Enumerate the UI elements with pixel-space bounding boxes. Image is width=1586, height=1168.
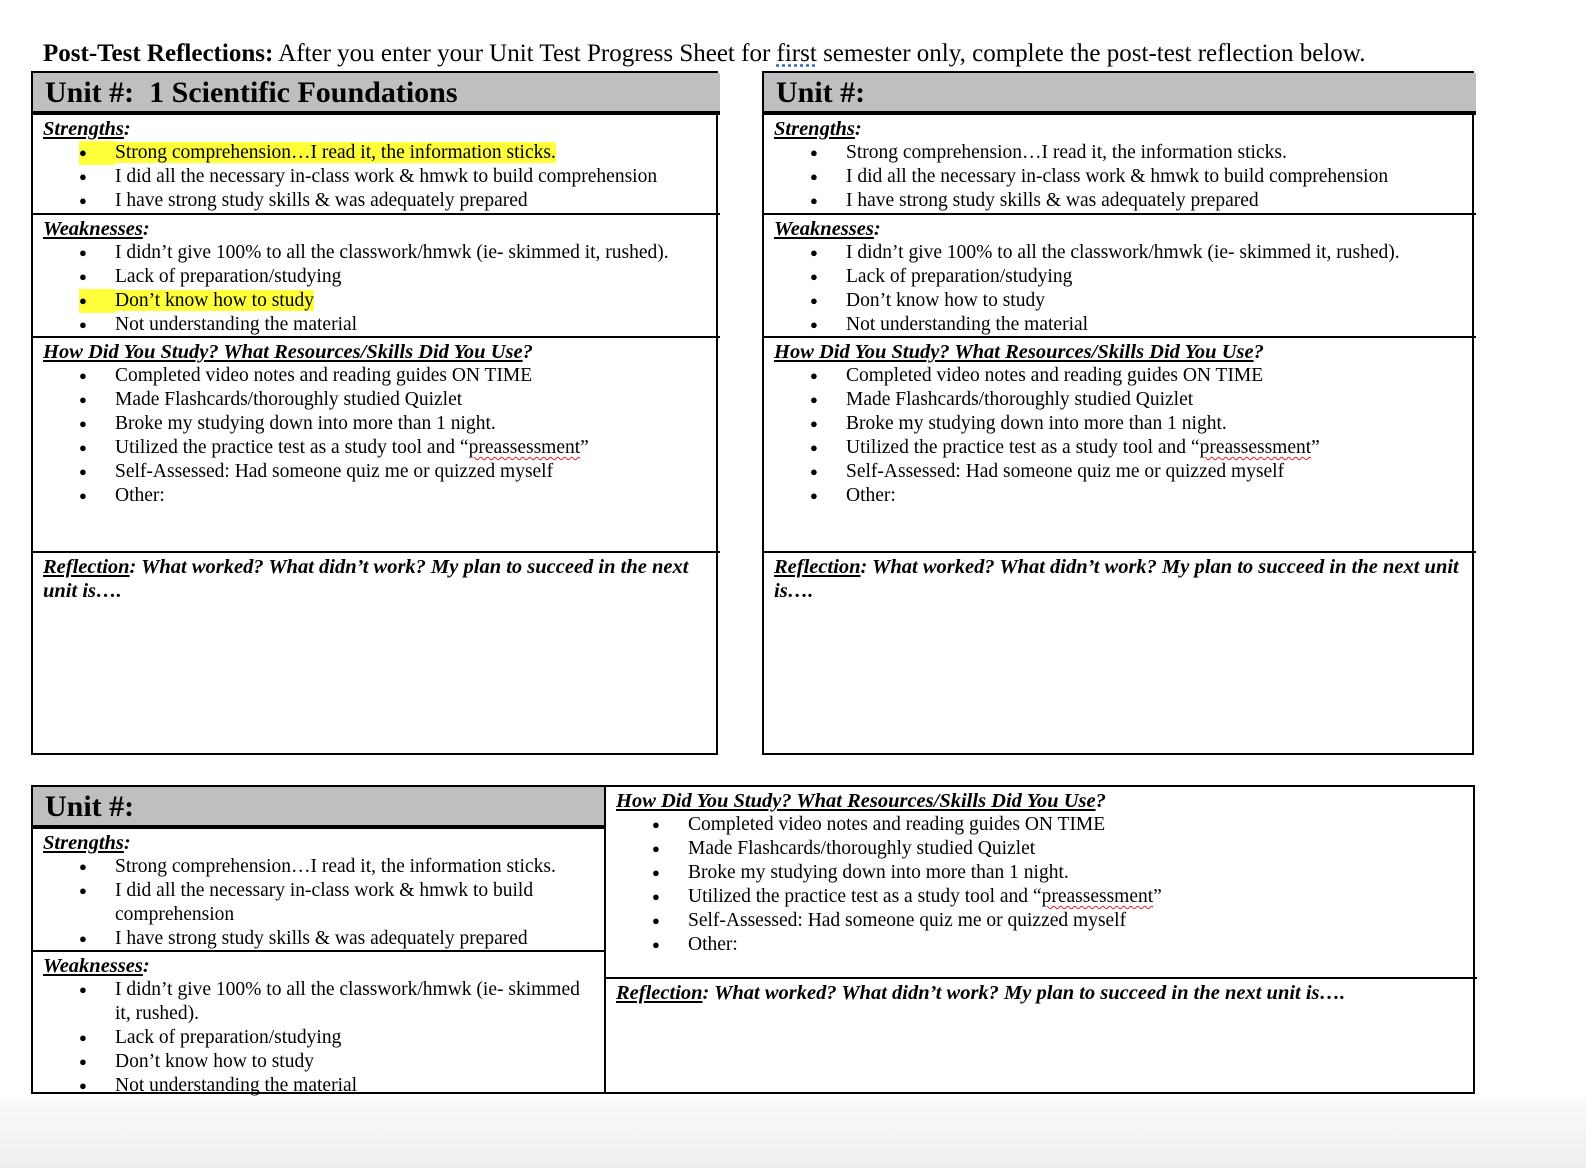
reflection-label-rest: : What worked? What didn’t work? My plan to succeed in the next unit is…. — [702, 982, 1346, 1004]
bullet-icon: ● — [79, 245, 87, 260]
list-item-text: Not understanding the material — [115, 314, 358, 335]
list-item[interactable] — [774, 436, 1462, 460]
list-item-text: I did all the necessary in-class work & hmwk to build comprehension — [115, 166, 658, 187]
list-item-text: I didn’t give 100% to all the classwork/hmwk (ie- skimmed it, rushed). — [115, 242, 669, 263]
list-item[interactable] — [43, 141, 706, 165]
bullet-icon: ● — [652, 913, 660, 928]
list-item[interactable] — [43, 265, 706, 289]
list-item[interactable] — [774, 265, 1462, 289]
bullet-icon: ● — [79, 1054, 87, 1069]
how-section — [606, 787, 1477, 977]
list-item-text: Strong comprehension…I read it, the information sticks. — [115, 856, 556, 877]
bullet-icon: ● — [79, 859, 87, 874]
reflection-section — [33, 551, 720, 757]
how-label — [616, 789, 1463, 813]
bullet-icon: ● — [652, 937, 660, 952]
list-item-text: Lack of preparation/studying — [115, 1027, 342, 1048]
list-item-text: Broke my studying down into more than 1 night. — [846, 413, 1227, 434]
weaknesses-section — [764, 213, 1476, 336]
bullet-icon: ● — [79, 488, 87, 503]
how-list — [43, 364, 706, 508]
list-item-text: Don’t know how to study — [115, 290, 314, 311]
reflection-section — [764, 551, 1476, 757]
page-bottom-background — [0, 1100, 1586, 1168]
bullet-icon: ● — [79, 464, 87, 479]
strengths-label — [774, 117, 1462, 141]
list-item[interactable] — [774, 412, 1462, 436]
bullet-icon: ● — [810, 440, 818, 455]
list-item-text: Other: — [115, 485, 165, 506]
strengths-label-rest: : — [123, 832, 131, 854]
bullet-icon: ● — [810, 293, 818, 308]
bullet-icon: ● — [79, 289, 115, 313]
list-item[interactable] — [43, 412, 706, 436]
bullet-icon: ● — [810, 145, 818, 160]
list-item[interactable] — [774, 484, 1462, 508]
unit-card-column — [604, 787, 1477, 1092]
list-item[interactable] — [774, 364, 1462, 388]
unit-card-column — [764, 73, 1476, 753]
list-item-text: I have strong study skills & was adequately prepared — [846, 190, 1259, 211]
list-item[interactable] — [43, 388, 706, 412]
list-item[interactable] — [43, 189, 706, 213]
list-item-text: Strong comprehension…I read it, the information sticks. — [115, 142, 556, 163]
bullet-icon: ● — [810, 392, 818, 407]
how-label-underlined: How Did You Study? What Resources/Skills Did You Use — [774, 341, 1254, 363]
list-item-text: Made Flashcards/thoroughly studied Quizlet — [115, 389, 463, 410]
list-item-text: I didn’t give 100% to all the classwork/hmwk (ie- skimmed it, rushed). — [846, 242, 1400, 263]
weaknesses-label-rest: : — [873, 218, 881, 240]
weaknesses-section — [33, 950, 604, 1096]
reflection-label-underlined: Reflection — [43, 556, 130, 578]
list-item[interactable] — [43, 436, 706, 460]
bullet-icon: ● — [810, 193, 818, 208]
bullet-icon: ● — [79, 982, 87, 997]
list-item[interactable] — [616, 837, 1463, 861]
reflection-section — [606, 977, 1477, 1096]
intro-title: Post-Test Reflections: — [43, 40, 274, 67]
list-item-text: Not understanding the material — [846, 314, 1089, 335]
how-label-underlined: How Did You Study? What Resources/Skills Did You Use — [43, 341, 523, 363]
list-item[interactable] — [43, 927, 590, 951]
list-item[interactable] — [616, 861, 1463, 885]
list-item-text: Strong comprehension…I read it, the information sticks. — [846, 142, 1287, 163]
reflection-label-underlined: Reflection — [774, 556, 861, 578]
unit-card-1 — [31, 71, 718, 755]
list-item[interactable] — [774, 189, 1462, 213]
list-item[interactable] — [43, 313, 706, 337]
bullet-icon: ● — [79, 392, 87, 407]
list-item[interactable] — [774, 289, 1462, 313]
bullet-icon: ● — [652, 841, 660, 856]
list-item-text: Not understanding the material — [115, 1075, 358, 1096]
reflection-label — [616, 981, 1463, 1005]
spelling-flagged-word: preassessment — [1199, 437, 1312, 458]
list-item[interactable] — [774, 165, 1462, 189]
reflection-label — [43, 555, 706, 603]
list-item[interactable] — [774, 241, 1462, 265]
list-item-text: Don’t know how to study — [115, 1051, 314, 1072]
unit-card-column — [33, 787, 604, 1096]
list-item-text: Other: — [846, 485, 896, 506]
intro-instructions — [43, 40, 1365, 68]
bullet-icon: ● — [79, 1030, 87, 1045]
list-item[interactable] — [774, 460, 1462, 484]
list-item[interactable] — [43, 978, 590, 1026]
how-label — [774, 340, 1462, 364]
strengths-list — [43, 855, 590, 951]
unit-card-column — [33, 73, 720, 753]
list-item[interactable] — [774, 141, 1462, 165]
unit-card-2 — [762, 71, 1474, 755]
bullet-icon: ● — [810, 317, 818, 332]
strengths-label-underlined: Strengths — [43, 118, 124, 140]
list-item[interactable] — [43, 165, 706, 189]
unit-title[interactable]: Unit #: — [764, 73, 1476, 113]
list-item-text: Utilized the practice test as a study tool and “preassessment” — [115, 437, 589, 458]
strengths-label-underlined: Strengths — [774, 118, 855, 140]
strengths-section — [33, 113, 720, 213]
strengths-list — [43, 141, 706, 213]
weaknesses-list — [43, 978, 590, 1098]
bullet-icon: ● — [652, 817, 660, 832]
strengths-list — [774, 141, 1462, 213]
list-item-text: Utilized the practice test as a study tool and “preassessment” — [846, 437, 1320, 458]
how-label-underlined: How Did You Study? What Resources/Skills Did You Use — [616, 790, 1096, 812]
reflection-label-rest: : What worked? What didn’t work? My plan to succeed in the next unit is…. — [43, 556, 689, 602]
weaknesses-label-underlined: Weaknesses — [43, 218, 143, 240]
weaknesses-label — [43, 954, 590, 978]
how-section — [33, 336, 720, 551]
unit-card-3 — [31, 785, 1475, 1094]
strengths-label-underlined: Strengths — [43, 832, 124, 854]
bullet-icon: ● — [79, 440, 87, 455]
list-item[interactable] — [43, 484, 706, 508]
list-item[interactable] — [616, 885, 1463, 909]
list-item[interactable] — [43, 1074, 590, 1098]
list-item[interactable] — [43, 241, 706, 265]
how-label-rest: ? — [522, 341, 533, 363]
list-item[interactable] — [774, 388, 1462, 412]
bullet-icon: ● — [79, 368, 87, 383]
strengths-label — [43, 117, 706, 141]
intro-text-2: semester only, complete the post-test reflection below. — [816, 40, 1366, 67]
reflection-label-rest: : What worked? What didn’t work? My plan to succeed in the next unit is…. — [774, 556, 1459, 602]
strengths-label-rest: : — [854, 118, 862, 140]
list-item[interactable] — [616, 933, 1463, 957]
bullet-icon: ● — [79, 317, 87, 332]
list-item[interactable] — [616, 909, 1463, 933]
list-item-text: Self-Assessed: Had someone quiz me or quizzed myself — [688, 910, 1127, 931]
list-item-text: Broke my studying down into more than 1 night. — [115, 413, 496, 434]
list-item[interactable] — [43, 855, 590, 879]
bullet-icon: ● — [79, 1078, 87, 1093]
how-section — [764, 336, 1476, 551]
list-item-text: I did all the necessary in-class work & hmwk to build comprehension — [846, 166, 1389, 187]
bullet-icon: ● — [810, 488, 818, 503]
weaknesses-label-underlined: Weaknesses — [774, 218, 874, 240]
how-label — [43, 340, 706, 364]
bullet-icon: ● — [810, 368, 818, 383]
weaknesses-list — [43, 241, 706, 337]
list-item-text: Lack of preparation/studying — [846, 266, 1073, 287]
bullet-icon: ● — [79, 141, 115, 165]
bullet-icon: ● — [79, 883, 87, 898]
weaknesses-label-underlined: Weaknesses — [43, 955, 143, 977]
list-item-text: I have strong study skills & was adequately prepared — [115, 928, 528, 949]
list-item[interactable] — [43, 879, 590, 927]
reflection-label-underlined: Reflection — [616, 982, 703, 1004]
weaknesses-label — [43, 217, 706, 241]
list-item-text: Self-Assessed: Had someone quiz me or quizzed myself — [846, 461, 1285, 482]
list-item-text: I didn’t give 100% to all the classwork/hmwk (ie- skimmed it, rushed). — [115, 979, 580, 1024]
bullet-icon: ● — [79, 169, 87, 184]
intro-flagged-word: first — [776, 40, 817, 67]
list-item[interactable] — [43, 460, 706, 484]
weaknesses-label-rest: : — [142, 218, 150, 240]
bullet-icon: ● — [652, 889, 660, 904]
list-item[interactable] — [774, 313, 1462, 337]
bullet-icon: ● — [79, 416, 87, 431]
intro-text-1: After you enter your Unit Test Progress Sheet for — [273, 40, 777, 67]
how-label-rest: ? — [1253, 341, 1264, 363]
bullet-icon: ● — [652, 865, 660, 880]
list-item[interactable] — [43, 289, 706, 313]
bullet-icon: ● — [79, 931, 87, 946]
reflection-label — [774, 555, 1462, 603]
list-item-text: Completed video notes and reading guides ON TIME — [115, 365, 533, 386]
spelling-flagged-word: preassessment — [1041, 886, 1154, 907]
strengths-section — [33, 827, 604, 950]
unit-title[interactable]: Unit #: 1 Scientific Foundations — [33, 73, 720, 113]
list-item-text: Completed video notes and reading guides ON TIME — [688, 814, 1106, 835]
list-item-text: I did all the necessary in-class work & hmwk to build comprehension — [115, 880, 534, 925]
list-item-text: Lack of preparation/studying — [115, 266, 342, 287]
bullet-icon: ● — [79, 193, 87, 208]
bullet-icon: ● — [810, 269, 818, 284]
how-list — [616, 813, 1463, 957]
list-item-text: Made Flashcards/thoroughly studied Quizlet — [846, 389, 1194, 410]
list-item-text: Other: — [688, 934, 738, 955]
weaknesses-list — [774, 241, 1462, 337]
bullet-icon: ● — [810, 169, 818, 184]
weaknesses-section — [33, 213, 720, 336]
weaknesses-label-rest: : — [142, 955, 150, 977]
list-item-text: Completed video notes and reading guides ON TIME — [846, 365, 1264, 386]
list-item-text: Broke my studying down into more than 1 night. — [688, 862, 1069, 883]
list-item-text: Self-Assessed: Had someone quiz me or quizzed myself — [115, 461, 554, 482]
bullet-icon: ● — [810, 245, 818, 260]
list-item[interactable] — [43, 1026, 590, 1050]
strengths-label-rest: : — [123, 118, 131, 140]
how-label-rest: ? — [1095, 790, 1106, 812]
bullet-icon: ● — [810, 416, 818, 431]
strengths-label — [43, 831, 590, 855]
how-list — [774, 364, 1462, 508]
list-item[interactable] — [43, 1050, 590, 1074]
list-item-text: Made Flashcards/thoroughly studied Quizlet — [688, 838, 1036, 859]
list-item-text: I have strong study skills & was adequately prepared — [115, 190, 528, 211]
list-item-text: Utilized the practice test as a study tool and “preassessment” — [688, 886, 1162, 907]
weaknesses-label — [774, 217, 1462, 241]
spelling-flagged-word: preassessment — [468, 437, 581, 458]
strengths-section — [764, 113, 1476, 213]
bullet-icon: ● — [810, 464, 818, 479]
list-item[interactable] — [43, 364, 706, 388]
list-item[interactable] — [616, 813, 1463, 837]
unit-title[interactable]: Unit #: — [33, 787, 604, 827]
list-item-text: Don’t know how to study — [846, 290, 1045, 311]
bullet-icon: ● — [79, 269, 87, 284]
